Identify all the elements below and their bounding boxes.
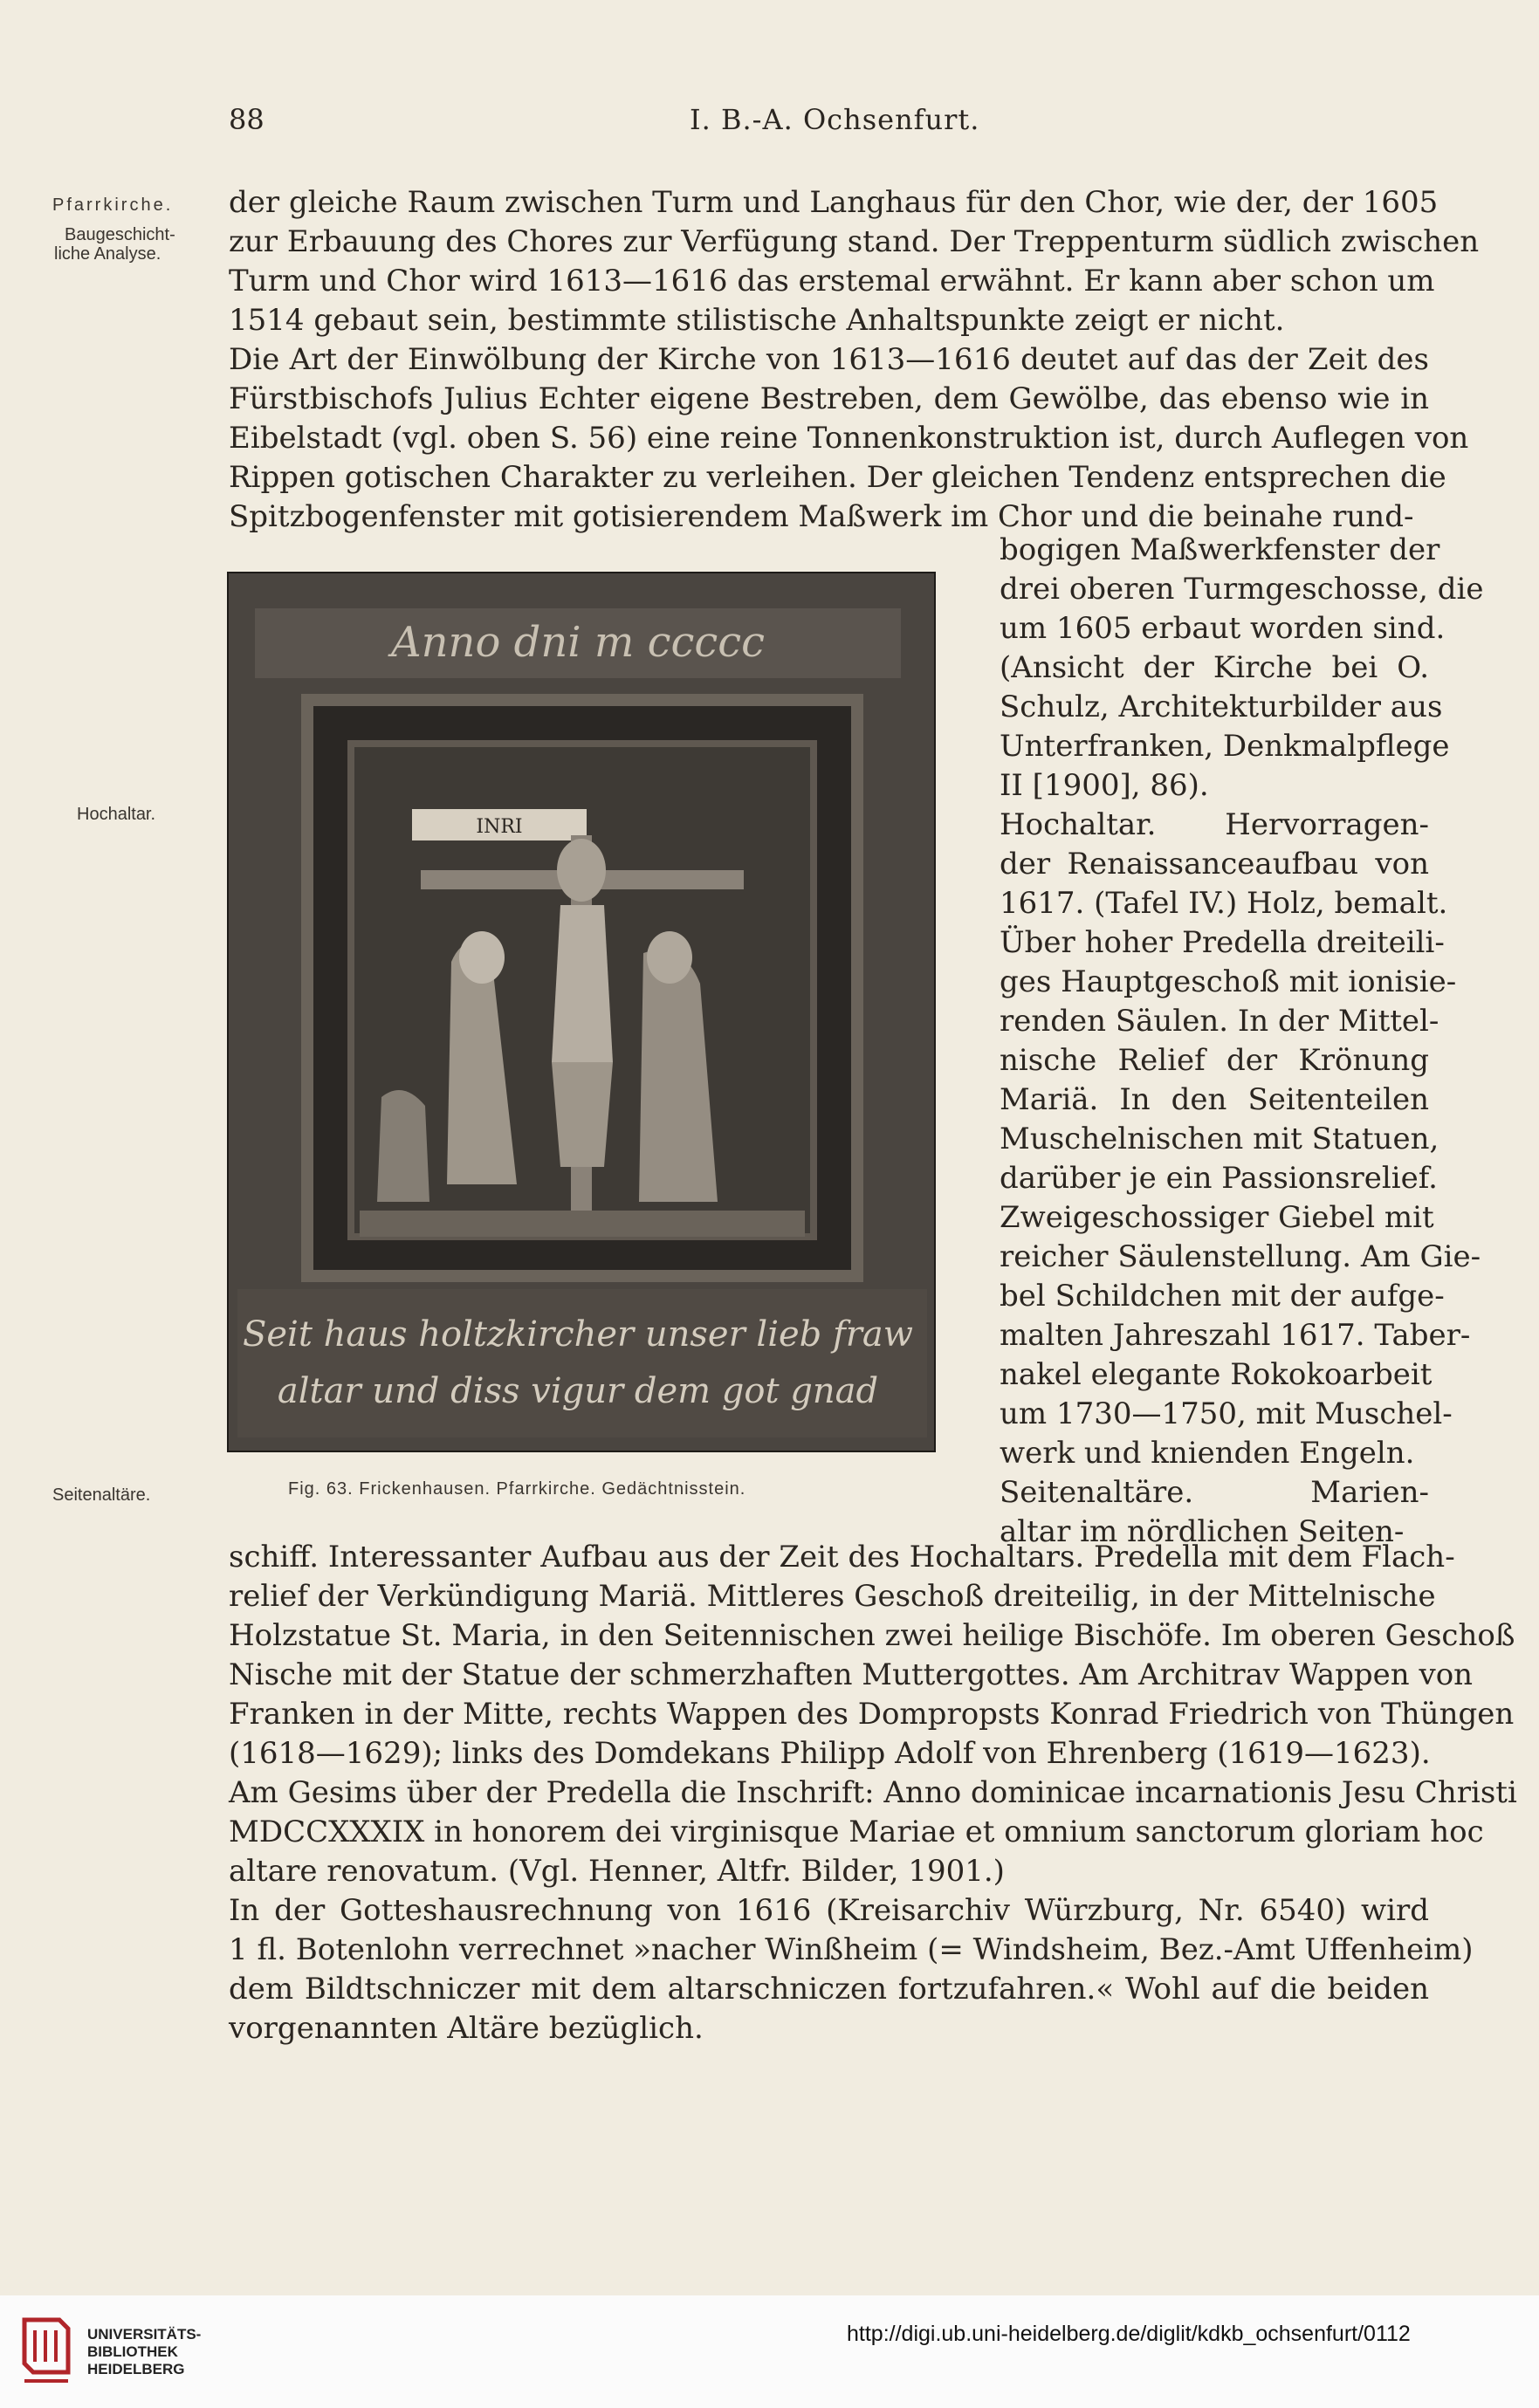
text-line: Die Art der Einwölbung der Kirche von 1613—1616 deutet auf das der Zeit des — [229, 342, 1429, 377]
library-logo-icon — [16, 2311, 77, 2391]
text-line: (Ansicht der Kirche bei O. — [1000, 650, 1429, 685]
memorial-stone-image — [229, 573, 934, 1451]
page-number: 88 — [229, 103, 265, 136]
text-line: Fürstbischofs Julius Echter eigene Bestreben, dem Gewölbe, das ebenso wie in — [229, 381, 1429, 416]
text-line: ges Hauptgeschoß mit ionisie- — [1000, 964, 1457, 999]
inscription-bottom-2: altar und diss vigur dem got gnad — [277, 1371, 879, 1411]
margin-note-baugeschicht-1: Baugeschicht- — [65, 225, 175, 244]
text-line: Eibelstadt (vgl. oben S. 56) eine reine Tonnenkonstruktion ist, durch Auflegen von — [229, 421, 1469, 456]
text-line: Muschelnischen mit Statuen, — [1000, 1122, 1439, 1156]
text-line: altare renovatum. (Vgl. Henner, Altfr. Bilder, 1901.) — [229, 1854, 1005, 1889]
figure-memorial-stone — [227, 572, 936, 1452]
text-line: 1 fl. Botenlohn verrechnet »nacher Winßheim (= Windsheim, Bez.-Amt Uffenheim) — [229, 1932, 1474, 1967]
text-line: Franken in der Mitte, rechts Wappen des Dompropsts Konrad Friedrich von Thüngen — [229, 1697, 1515, 1732]
text-line: schiff. Interessanter Aufbau aus der Zeit des Hochaltars. Predella mit dem Flach- — [229, 1540, 1455, 1574]
inscription-top: Anno dni m ccccc — [390, 618, 766, 667]
text-line: relief der Verkündigung Mariä. Mittleres Geschoß dreiteilig, in der Mittelnische — [229, 1579, 1436, 1614]
text-line: (1618—1629); links des Domdekans Philipp Adolf von Ehrenberg (1619—1623). — [229, 1736, 1431, 1771]
margin-note-hochaltar: Hochaltar. — [77, 805, 156, 824]
text-line: Unterfranken, Denkmalpflege — [1000, 729, 1450, 764]
text-line: nakel elegante Rokokoarbeit — [1000, 1357, 1433, 1392]
text-line: In der Gotteshausrechnung von 1616 (Kreisarchiv Würzburg, Nr. 6540) wird — [229, 1893, 1429, 1928]
text-line: Über hoher Predella dreiteili- — [1000, 925, 1445, 960]
text-line: zur Erbauung des Chores zur Verfügung stand. Der Treppenturm südlich zwischen — [229, 224, 1480, 259]
margin-note-seitenaltaere: Seitenaltäre. — [52, 1485, 151, 1505]
text-line: Am Gesims über der Predella die Inschrift: Anno dominicae incarnationis Jesu Christi — [229, 1775, 1517, 1810]
text-block-top — [229, 183, 1480, 537]
figure-caption: Fig. 63. Frickenhausen. Pfarrkirche. Gedächtnisstein. — [288, 1479, 746, 1499]
text-line: malten Jahreszahl 1617. Taber- — [1000, 1318, 1471, 1353]
text-line: altar im nördlichen Seiten- — [1000, 1514, 1405, 1549]
text-line: Seitenaltäre. Marien- — [1000, 1475, 1429, 1510]
margin-note-baugeschicht-2: liche Analyse. — [54, 244, 161, 264]
text-line: MDCCXXXIX in honorem dei virginisque Mariae et omnium sanctorum gloriam hoc — [229, 1815, 1484, 1849]
text-block-bottom — [229, 1538, 1517, 2048]
inri-label: INRI — [476, 816, 523, 838]
text-line: Turm und Chor wird 1613—1616 das erstemal erwähnt. Er kann aber schon um — [229, 264, 1435, 298]
library-footer — [0, 2295, 1539, 2408]
text-line: Rippen gotischen Charakter zu verleihen. Der gleichen Tendenz entsprechen die — [229, 460, 1446, 495]
text-line: um 1605 erbaut worden sind. — [1000, 611, 1446, 646]
inscription-bottom-1: Seit haus holtzkircher unser lieb fraw — [242, 1314, 914, 1355]
text-line: bel Schildchen mit der aufge- — [1000, 1279, 1445, 1314]
text-line: Spitzbogenfenster mit gotisierendem Maßwerk im Chor und die beinahe rund- — [229, 499, 1414, 534]
text-line: Nische mit der Statue der schmerzhaften Muttergottes. Am Architrav Wappen von — [229, 1657, 1474, 1692]
text-line: der Renaissanceaufbau von — [1000, 847, 1429, 882]
text-line: 1514 gebaut sein, bestimmte stilistische Anhaltspunkte zeigt er nicht. — [229, 303, 1285, 338]
text-line: II [1900], 86). — [1000, 768, 1209, 803]
text-line: der gleiche Raum zwischen Turm und Langhaus für den Chor, wie der, der 1605 — [229, 185, 1439, 220]
library-name: UNIVERSITÄTS- BIBLIOTHEK HEIDELBERG — [87, 2326, 202, 2377]
text-line: nische Relief der Krönung — [1000, 1043, 1429, 1078]
text-line: Holzstatue St. Maria, in den Seitennischen zwei heilige Bischöfe. Im oberen Geschoß — [229, 1618, 1515, 1653]
text-line: Schulz, Architekturbilder aus — [1000, 689, 1443, 724]
margin-note-pfarrkirche: Pfarrkirche. — [52, 196, 174, 215]
text-line: Zweigeschossiger Giebel mit — [1000, 1200, 1434, 1235]
text-line: bogigen Maßwerkfenster der — [1000, 532, 1440, 567]
text-block-right-column — [1000, 531, 1484, 1552]
text-line: renden Säulen. In der Mittel- — [1000, 1004, 1439, 1039]
text-line: Mariä. In den Seitenteilen — [1000, 1082, 1429, 1117]
text-line: darüber je ein Passionsrelief. — [1000, 1161, 1438, 1196]
text-line: drei oberen Turmgeschosse, die — [1000, 572, 1484, 607]
text-line: vorgenannten Altäre bezüglich. — [229, 2011, 704, 2046]
source-url-link[interactable]: http://digi.ub.uni-heidelberg.de/diglit/kdkb_ochsenfurt/0112 — [847, 2322, 1411, 2346]
text-line: um 1730—1750, mit Muschel- — [1000, 1396, 1453, 1431]
text-line: Hochaltar. Hervorragen- — [1000, 807, 1429, 842]
text-line: werk und knienden Engeln. — [1000, 1436, 1415, 1471]
text-line: 1617. (Tafel IV.) Holz, bemalt. — [1000, 886, 1448, 921]
running-title: I. B.-A. Ochsenfurt. — [690, 103, 980, 136]
text-line: dem Bildtschniczer mit dem altarschniczen fortzufahren.« Wohl auf die beiden — [229, 1972, 1429, 2007]
text-line: reicher Säulenstellung. Am Gie- — [1000, 1239, 1481, 1274]
